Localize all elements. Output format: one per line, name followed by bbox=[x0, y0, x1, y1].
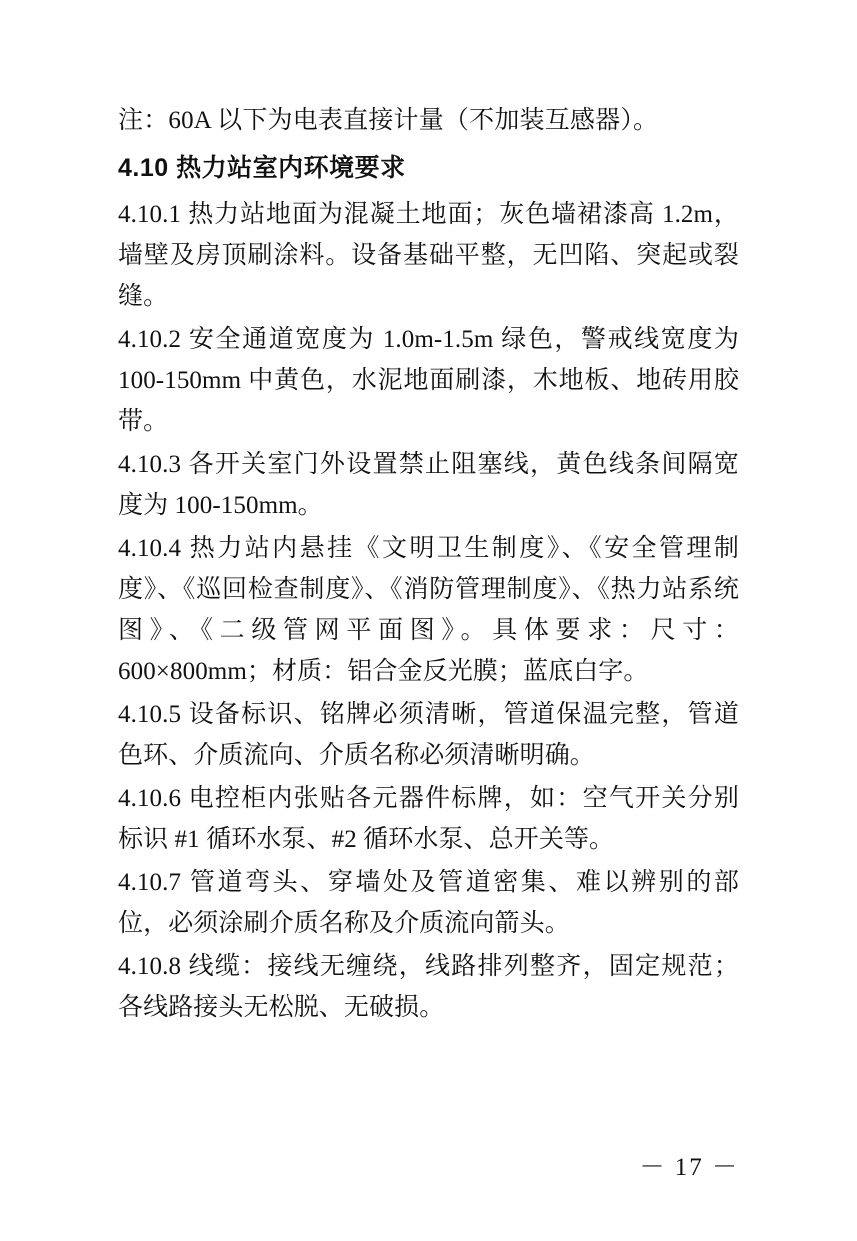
paragraph-4-10-8: 4.10.8 线缆：接线无缠绕，线路排列整齐，固定规范；各线路接头无松脱、无破损。 bbox=[118, 953, 739, 1021]
section-heading: 4.10 热力站室内环境要求 bbox=[118, 154, 406, 182]
paragraph-4-10-3: 4.10.3 各开关室门外设置禁止阻塞线，黄色线条间隔宽度为 100-150mm。 bbox=[118, 451, 739, 519]
paragraph-4-10-7: 4.10.7 管道弯头、穿墙处及管道密集、难以辨别的部位，必须涂刷介质名称及介质流向箭头。 bbox=[118, 869, 739, 937]
paragraph-4-10-2: 4.10.2 安全通道宽度为 1.0m-1.5m 绿色，警戒线宽度为 100-150mm 中黄色，水泥地面刷漆，木地板、地砖用胶带。 bbox=[118, 326, 739, 435]
paragraph-4-10-5: 4.10.5 设备标识、铭牌必须清晰，管道保温完整，管道色环、介质流向、介质名称必须清晰明确。 bbox=[118, 701, 739, 769]
page-number: － 17 － bbox=[639, 1154, 739, 1181]
paragraph-4-10-6: 4.10.6 电控柜内张贴各元器件标牌，如：空气开关分别标识 #1 循环水泵、#2 循环水泵、总开关等。 bbox=[118, 785, 739, 853]
note-line: 注：60A 以下为电表直接计量（不加装互感器）。 bbox=[118, 107, 659, 134]
paragraph-4-10-4: 4.10.4 热力站内悬挂《文明卫生制度》、《安全管理制度》、《巡回检查制度》、《消防管理制度》、《热力站系统图》、《二级管网平面图》。具体要求：尺寸：600×800mm；材质：铝合金反光膜；蓝底白字。 bbox=[118, 535, 739, 685]
paragraph-4-10-1: 4.10.1 热力站地面为混凝土地面；灰色墙裙漆高 1.2m，墙壁及房顶刷涂料。设备基础平整，无凹陷、突起或裂缝。 bbox=[118, 201, 739, 310]
